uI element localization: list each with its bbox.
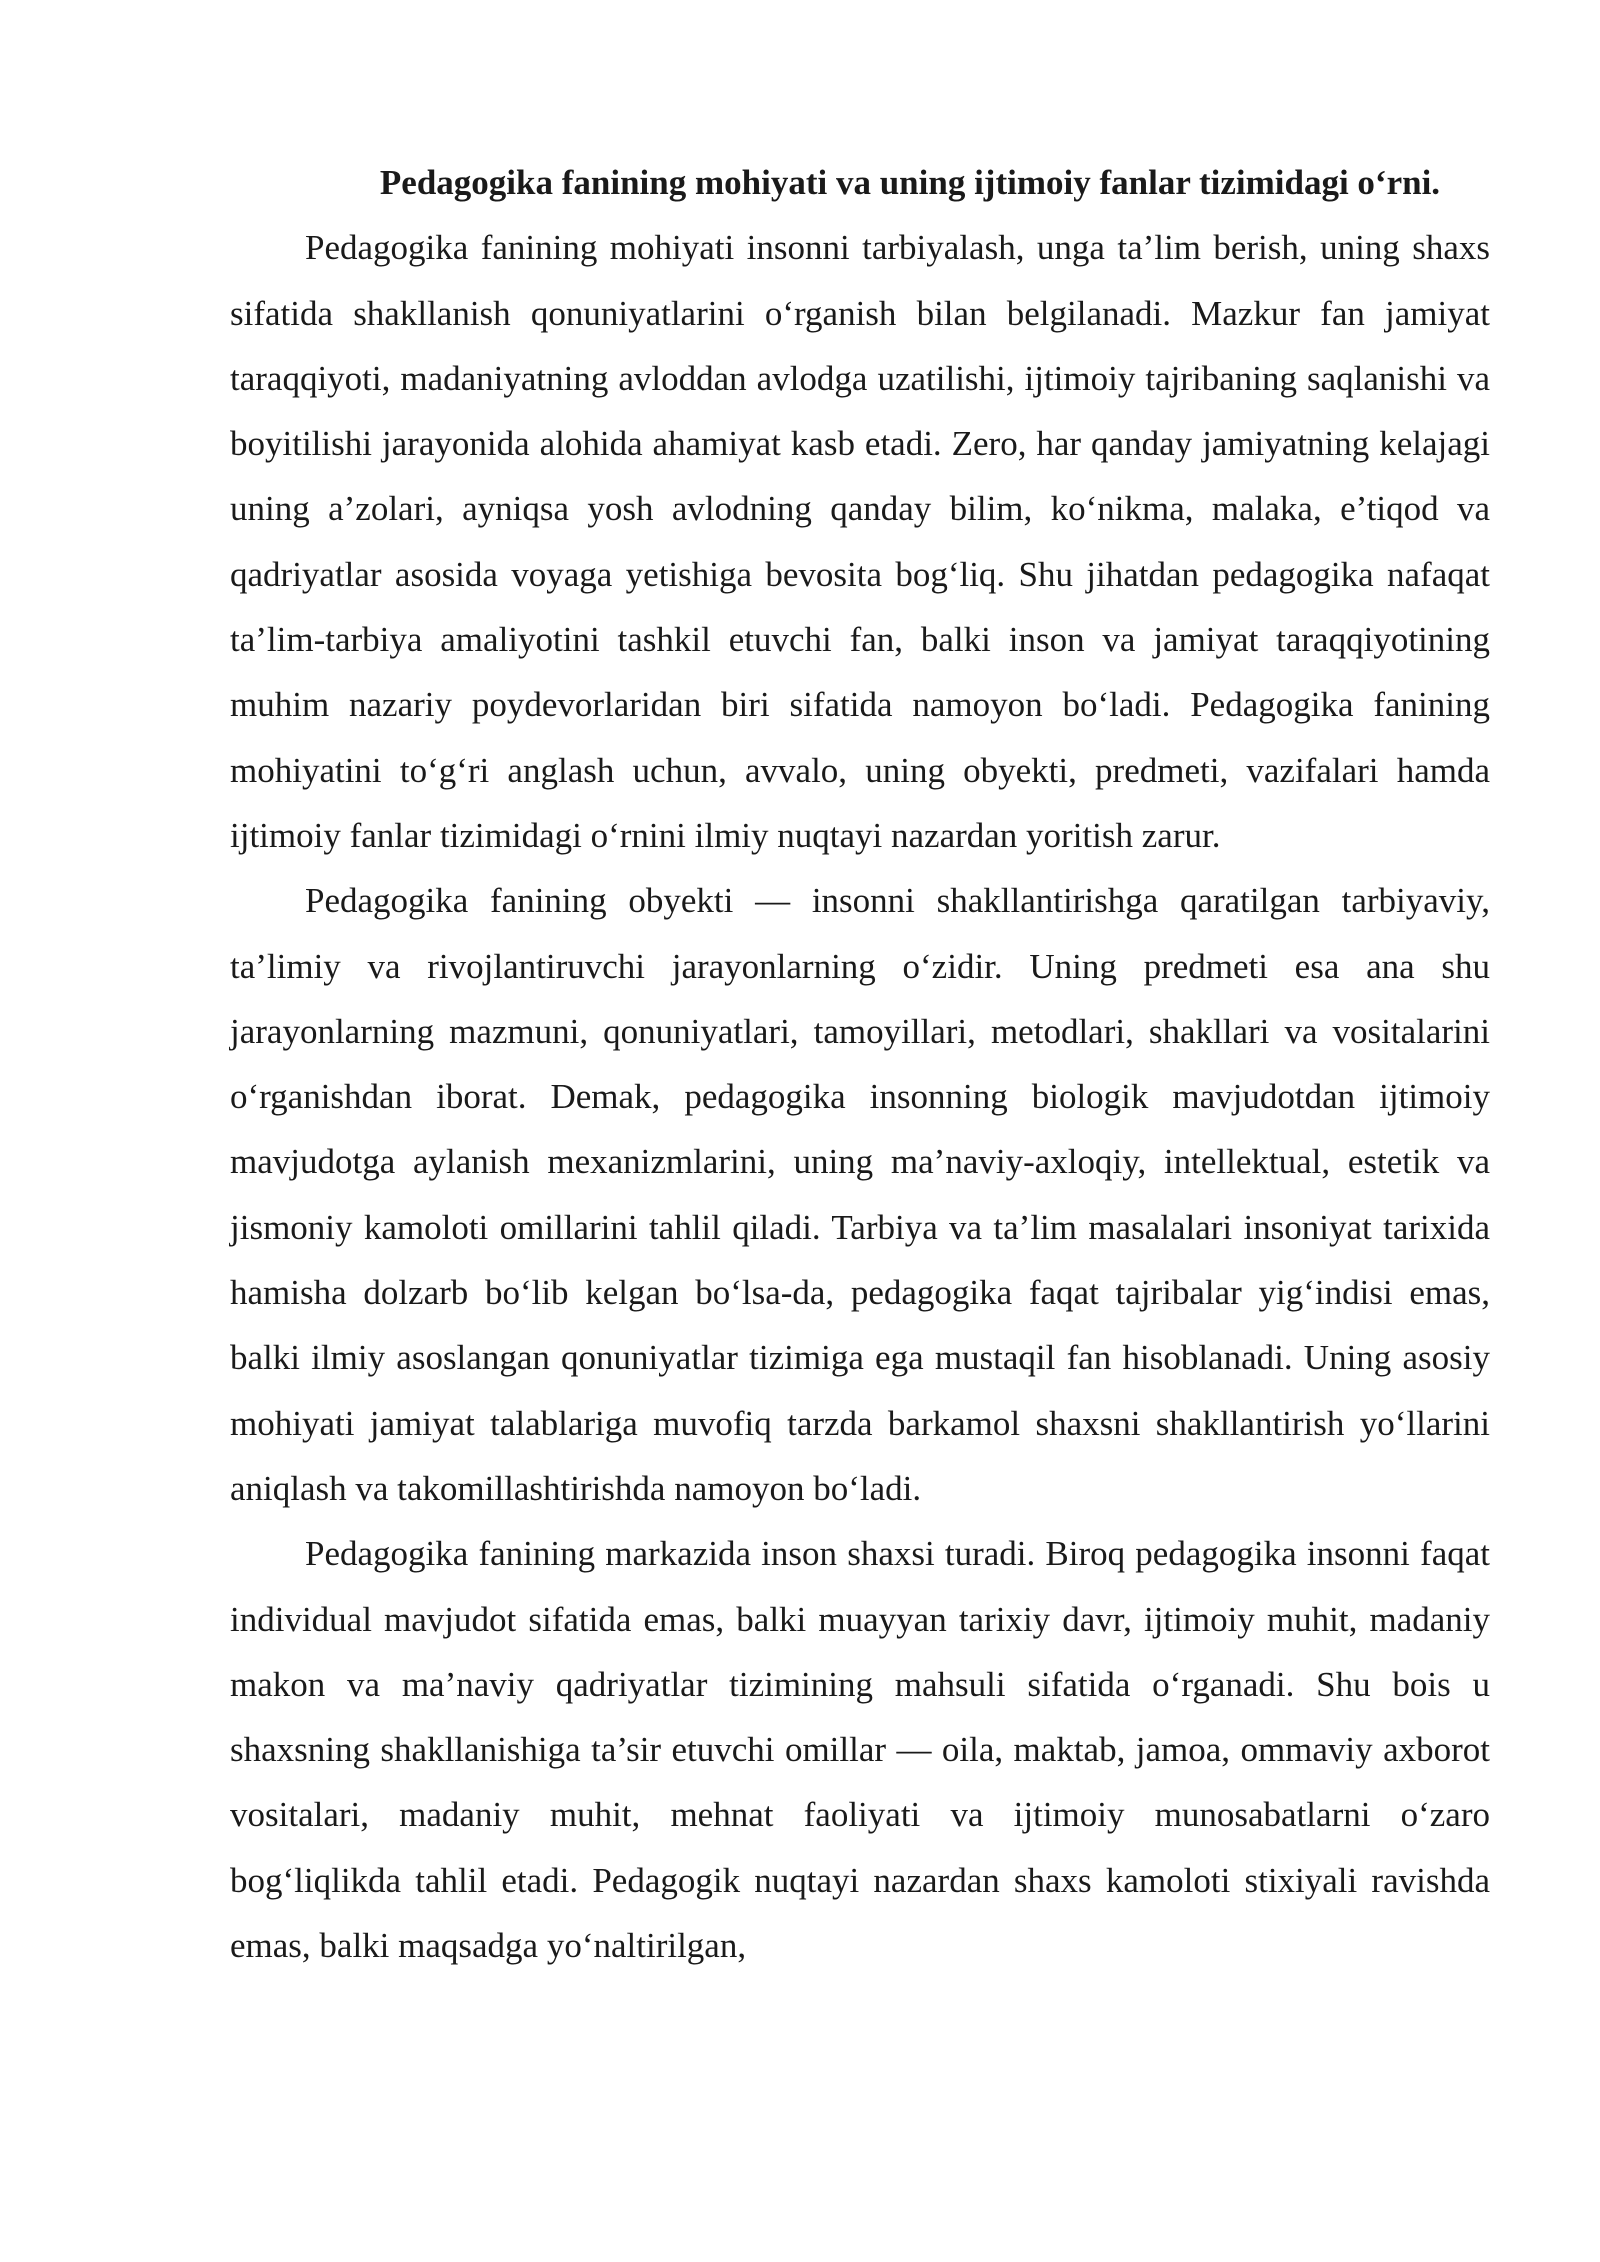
- document-title: Pedagogika fanining mohiyati va uning ijtimoiy fanlar tizimidagi o‘rni.: [379, 163, 1441, 202]
- paragraph-2: Pedagogika fanining obyekti — insonni shakllantirishga qaratilgan tarbiyaviy, ta’limiy va rivojlantiruvchi jarayonlarning o‘zidir. Uning predmeti esa ana shu jarayonlarning mazmuni, qonuniyatlari, tamoyillari, metodlari, shakllari va vositalarini o‘rganishdan iborat. Demak, pedagogika insonning biologik mavjudotdan ijtimoiy mavjudotga aylanish mexanizmlarini, uning ma’naviy-axloqiy, intellektual, estetik va jismoniy kamoloti omillarini tahlil qiladi. Tarbiya va ta’lim masalalari insoniyat tarixida hamisha dolzarb bo‘lib kelgan bo‘lsa-da, pedagogika faqat tajribalar yig‘indisi emas, balki ilmiy asoslangan qonuniyatlar tizimiga ega mustaqil fan hisoblanadi. Uning asosiy mohiyati jamiyat talablariga muvofiq tarzda barkamol shaxsni shakllantirish yo‘llarini aniqlash va takomillashtirishda namoyon bo‘ladi.: [230, 881, 1490, 1508]
- document-body: [230, 150, 1490, 1978]
- paragraph-1: Pedagogika fanining mohiyati insonni tarbiyalash, unga ta’lim berish, uning shaxs sifatida shakllanish qonuniyatlarini o‘rganish bilan belgilanadi. Mazkur fan jamiyat taraqqiyoti, madaniyatning avloddan avlodga uzatilishi, ijtimoiy tajribaning saqlanishi va boyitilishi jarayonida alohida ahamiyat kasb etadi. Zero, har qanday jamiyatning kelajagi uning a’zolari, ayniqsa yosh avlodning qanday bilim, ko‘nikma, malaka, e’tiqod va qadriyatlar asosida voyaga yetishiga bevosita bog‘liq. Shu jihatdan pedagogika nafaqat ta’lim-tarbiya amaliyotini tashkil etuvchi fan, balki inson va jamiyat taraqqiyotining muhim nazariy poydevorlaridan biri sifatida namoyon bo‘ladi. Pedagogika fanining mohiyatini to‘g‘ri anglash uchun, avvalo, uning obyekti, predmeti, vazifalari hamda ijtimoiy fanlar tizimidagi o‘rnini ilmiy nuqtayi nazardan yoritish zarur.: [230, 228, 1490, 855]
- paragraph-3: Pedagogika fanining markazida inson shaxsi turadi. Biroq pedagogika insonni faqat individual mavjudot sifatida emas, balki muayyan tarixiy davr, ijtimoiy muhit, madaniy makon va ma’naviy qadriyatlar tizimining mahsuli sifatida o‘rganadi. Shu bois u shaxsning shakllanishiga ta’sir etuvchi omillar — oila, maktab, jamoa, ommaviy axborot vositalari, madaniy muhit, mehnat faoliyati va ijtimoiy munosabatlarni o‘zaro bog‘liqlikda tahlil etadi. Pedagogik nuqtayi nazardan shaxs kamoloti stixiyali ravishda emas, balki maqsadga yo‘naltirilgan,: [230, 1534, 1490, 1966]
